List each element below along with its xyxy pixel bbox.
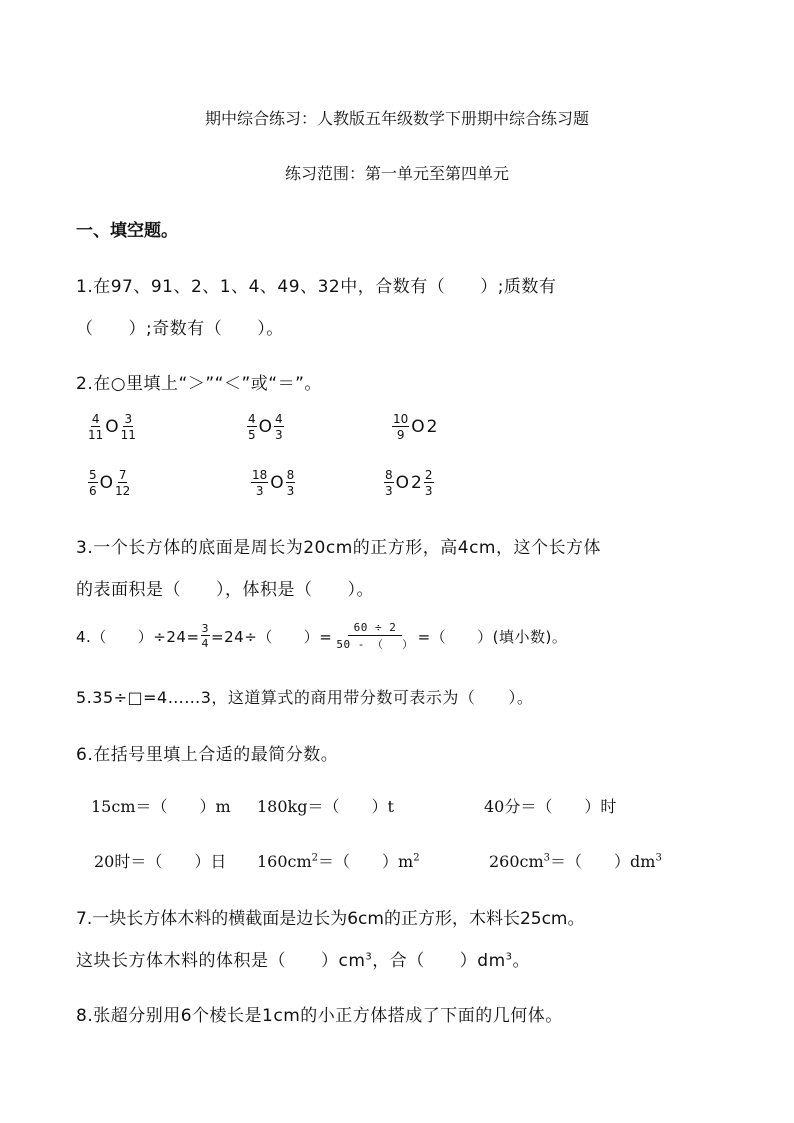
compare-circle[interactable]: O (411, 417, 425, 437)
question-8: 8.张超分别用6个棱长是1cm的小正方体搭成了下面的几何体。 (76, 1006, 563, 1026)
fraction: $\frac{4}{3}$ (275, 412, 283, 442)
compare-circle[interactable]: O (258, 417, 273, 437)
fraction: $\frac{8}{3}$ (286, 468, 295, 498)
compare-item (87, 469, 131, 497)
compare-circle[interactable]: O (99, 473, 114, 493)
compare-item (246, 413, 285, 441)
question-6-prompt: 6.在括号里填上合适的最简分数。 (76, 745, 339, 765)
page-subtitle: 练习范围：第一单元至第四单元 (284, 164, 509, 183)
compare-item (383, 469, 435, 497)
fraction: $\frac{3}{11}$ (120, 412, 136, 442)
fraction: $\frac{4}{5}$ (248, 412, 256, 442)
conversion-item: $260cm^3=$（ ）$dm^3$ (489, 852, 662, 871)
whole-number: 2 (426, 417, 438, 437)
fraction: $\frac{7}{12}$ (115, 468, 131, 498)
compare-item (250, 469, 296, 497)
section-heading-fill-blank: 一、填空题。 (76, 221, 178, 241)
conversion-item: $160cm^2=$（ ）$m^2$ (257, 852, 420, 871)
question-4-part-1: 4.（ ）÷24= (76, 627, 200, 646)
compare-circle[interactable]: O (270, 473, 284, 493)
fraction: $\frac{4}{11}$ (88, 412, 104, 442)
fraction-expression: $\frac{60 \div 2}{50 - ( )}$ (336, 621, 414, 651)
conversion-item: 40分＝（ ）时 (484, 797, 617, 816)
question-7-line-1: 7.一块长方体木料的横截面是边长为6cm的正方形，木料长25cm。 (76, 909, 585, 929)
conversion-item: 180kg＝（ ）t (257, 797, 394, 816)
compare-item (87, 413, 137, 441)
question-7-line-2: 这块长方体木料的体积是（ ）$cm^3$，合（ ）$dm^3$。 (76, 951, 531, 971)
compare-circle[interactable]: O (395, 473, 410, 493)
compare-circle[interactable]: O (105, 417, 119, 437)
question-5: 5.35÷□=4……3，这道算式的商用带分数可表示为（ ）。 (76, 688, 534, 707)
fraction: $\frac{3}{4}$ (201, 622, 210, 650)
question-3-line-1: 3.一个长方体的底面是周长为20cm的正方形，高4cm，这个长方体 (76, 538, 601, 558)
fraction: $\frac{5}{6}$ (89, 468, 97, 498)
conversion-item: 15cm＝（ ）m (91, 797, 231, 816)
question-4-part-3: =（ ）(填小数)。 (417, 627, 568, 646)
compare-item (391, 413, 439, 441)
question-1-line-2: （ ）;奇数有（ ）。 (76, 319, 284, 339)
question-4-part-2: =24÷（ ）= (211, 627, 333, 646)
question-3-line-2: 的表面积是（ ），体积是（ ）。 (76, 580, 374, 600)
mixed-number: 2 $\frac{2}{3}$ (411, 468, 433, 498)
fraction: $\frac{18}{3}$ (252, 468, 268, 498)
question-2-prompt: 2.在○里填上“＞”“＜”或“＝”。 (76, 374, 322, 394)
page-title: 期中综合练习：人教版五年级数学下册期中综合练习题 (204, 109, 589, 128)
question-1-line-1: 1.在97、91、2、1、4、49、32中，合数有（ ）;质数有 (76, 277, 557, 297)
fraction: $\frac{8}{3}$ (385, 468, 393, 498)
fraction: $\frac{10}{9}$ (393, 412, 409, 442)
question-4 (76, 622, 567, 650)
conversion-item: 20时＝（ ）日 (94, 852, 227, 871)
